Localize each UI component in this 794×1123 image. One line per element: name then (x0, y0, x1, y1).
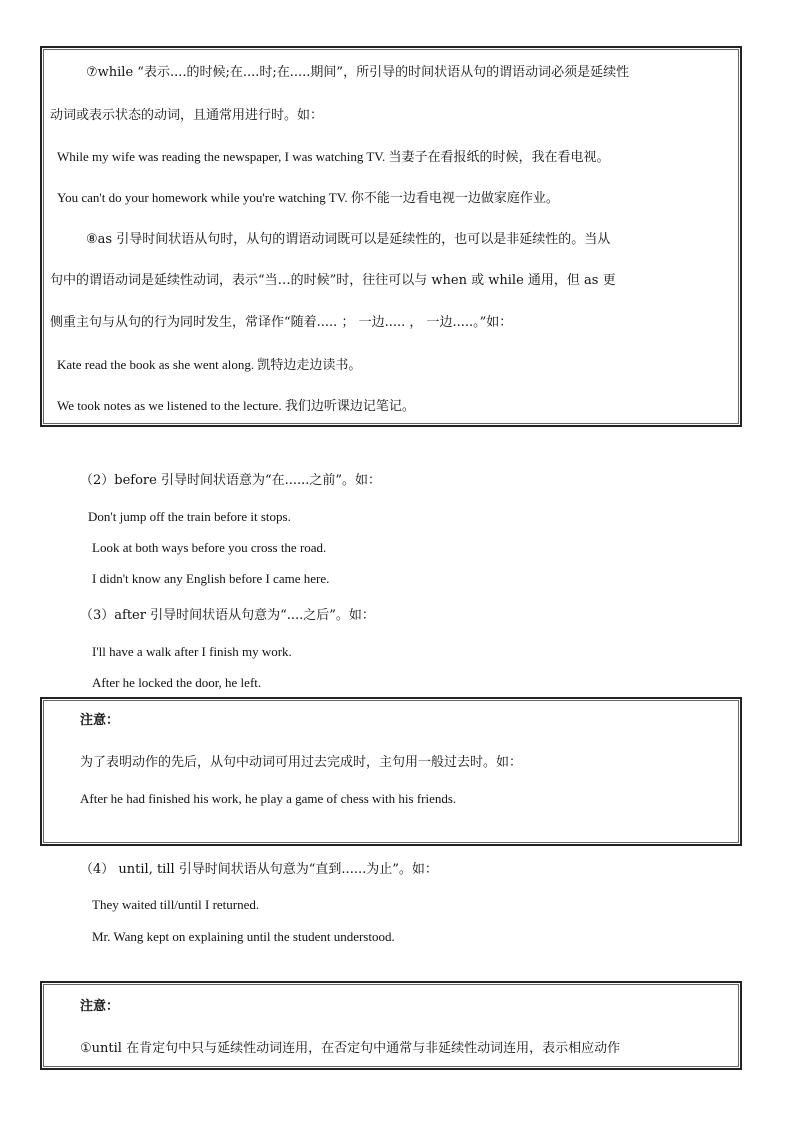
paragraph-as-line3: 侧重主句与从句的行为同时发生，常译作“随着..... ； 一边..... ， 一边.....。”如： (50, 315, 513, 330)
note-title: 注意： (80, 999, 120, 1014)
example-before-2: Look at both ways before you cross the road. (92, 540, 327, 555)
note-text: 为了表明动作的先后，从句中动词可用过去完成时，主句用一般过去时。如： (80, 755, 523, 770)
heading-after: （3）after 引导时间状语从句意为“....之后”。如： (80, 608, 375, 623)
paragraph-as-line2: 句中的谓语动词是延续性动词，表示“当…的时候”时，往往可以与 when 或 while 通用，但 as 更 (50, 273, 616, 288)
paragraph-while-line2: 动词或表示状态的动词，且通常用进行时。如： (50, 108, 324, 123)
example-while-1: While my wife was reading the newspaper, I was watching TV. 当妻子在看报纸的时候，我在看电视。 (57, 149, 610, 164)
heading-before: （2）before 引导时间状语意为“在......之前”。如： (80, 473, 382, 488)
example-before-1: Don't jump off the train before it stops. (88, 509, 291, 524)
example-until-1: They waited till/until I returned. (92, 897, 260, 912)
example-after-2: After he locked the door, he left. (92, 675, 262, 690)
paragraph-as-line1: ⑧as 引导时间状语从句时，从句的谓语动词既可以是延续性的，也可以是非延续性的。当从 (86, 232, 611, 247)
example-while-2: You can't do your homework while you're watching TV. 你不能一边看电视一边做家庭作业。 (57, 190, 559, 205)
example-before-3: I didn't know any English before I came here. (92, 571, 330, 586)
example-as-1: Kate read the book as she went along. 凯特边走边读书。 (57, 357, 362, 372)
example-until-2: Mr. Wang kept on explaining until the student understood. (92, 929, 395, 944)
heading-until: （4） until, till 引导时间状语从句意为“直到......为止”。如： (80, 862, 438, 877)
note-title: 注意： (80, 713, 120, 728)
paragraph-while-line1: ⑦while “表示....的时候;在....时;在.....期间”，所引导的时间状语从句的谓语动词必须是延续性 (86, 65, 630, 80)
example-as-2: We took notes as we listened to the lecture. 我们边听课边记笔记。 (57, 398, 415, 413)
example-after-1: I'll have a walk after I finish my work. (92, 644, 292, 659)
note-example: After he had finished his work, he play a game of chess with his friends. (80, 791, 457, 806)
note-text: ①until 在肯定句中只与延续性动词连用，在否定句中通常与非延续性动词连用，表示相应动作 (80, 1041, 621, 1056)
